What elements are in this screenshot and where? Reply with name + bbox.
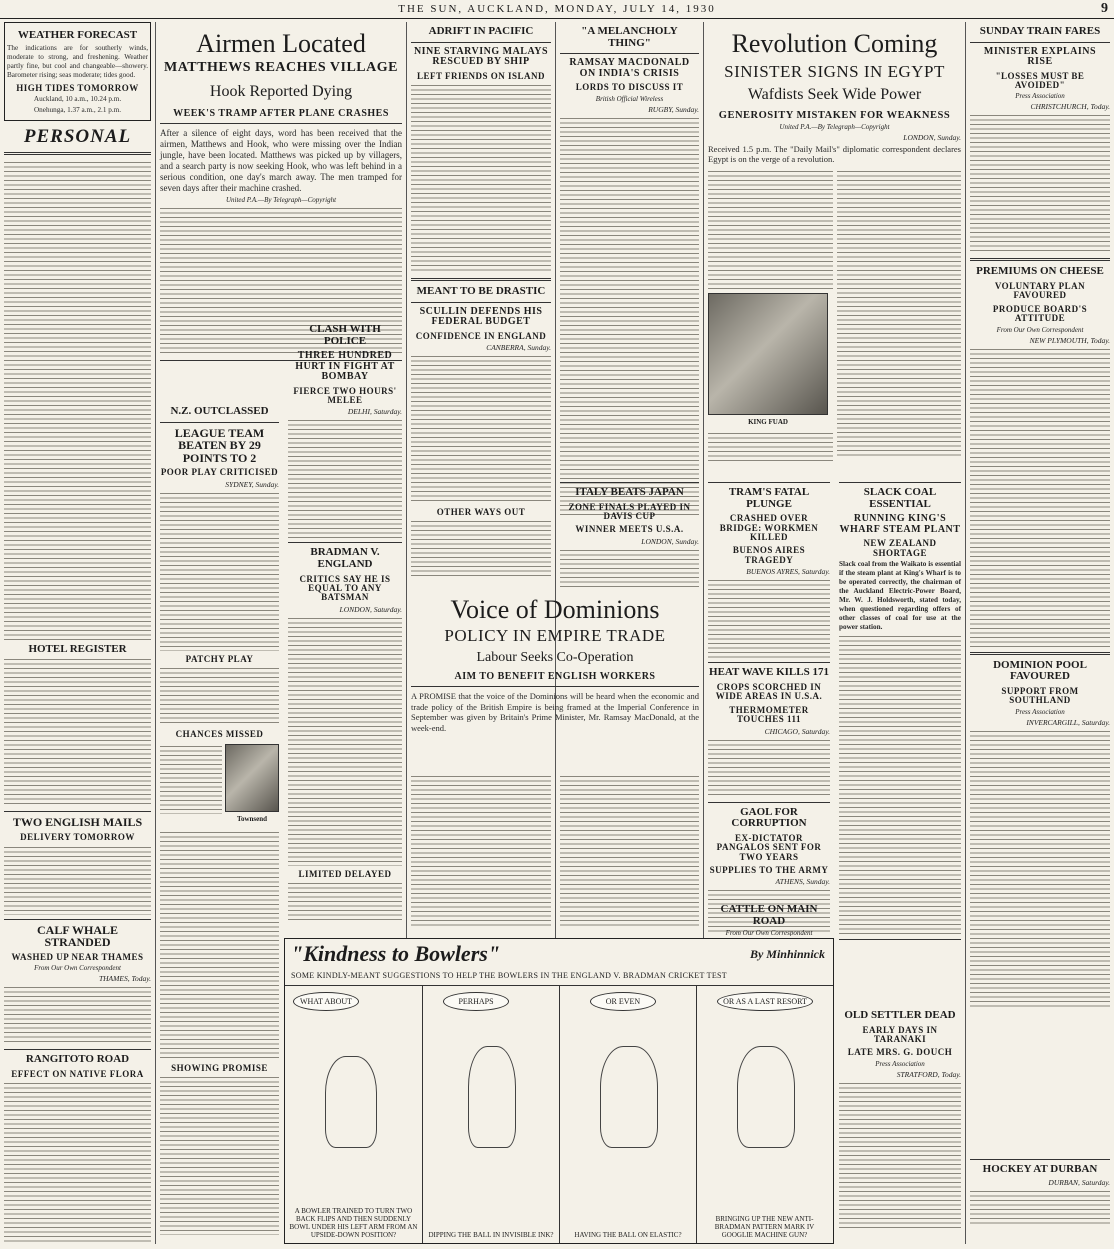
hockey-dateline: DURBAN, Saturday. (1048, 1177, 1110, 1187)
cattle-heading: CATTLE ON MAIN ROAD (720, 903, 818, 927)
train-fares-sub1: MINISTER EXPLAINS RISE (983, 45, 1097, 68)
hotel-body (4, 657, 151, 807)
league-dateline: SYDNEY, Sunday. (225, 479, 279, 489)
melancholy-credit: British Official Wireless (595, 94, 664, 103)
league-body-3 (160, 830, 279, 1060)
hockey-heading: HOCKEY AT DURBAN (982, 1163, 1098, 1175)
personal-heading: PERSONAL (23, 125, 132, 147)
bubble-1: WHAT ABOUT (293, 992, 359, 1011)
mails-sub: DELIVERY TOMORROW (20, 832, 135, 843)
bombay-sub1: THREE HUNDRED HURT IN FIGHT AT BOMBAY (295, 350, 395, 383)
drastic-dateline: CANBERRA, Sunday. (486, 342, 551, 352)
train-fares-heading: SUNDAY TRAIN FARES (979, 25, 1101, 37)
revolution-body (837, 169, 962, 459)
dominions-lead: A PROMISE that the voice of the Dominions will be heard when the economic and trade policy of the British Empire is being framed at the Imperial Conference in September was given by Britain's Prime Minister, Mr. Ramsay MacDonald, at the week-end. (411, 691, 699, 733)
caption-4: BRINGING UP THE NEW ANTI-BRADMAN PATTERN MARK IV GOOGLIE MACHINE GUN? (714, 1215, 815, 1239)
settler-dateline: STRATFORD, Today. (896, 1069, 961, 1079)
revolution-credit: United P.A.—By Telegraph—Copyright (779, 122, 890, 131)
dominions-block (407, 592, 703, 772)
dominions-sub2: Labour Seeks Co-Operation (476, 650, 634, 666)
dominions-body-left (407, 772, 555, 932)
revolution-dateline: LONDON, Sunday. (903, 132, 961, 142)
whale-heading: CALF WHALE STRANDED (36, 922, 118, 950)
cartoon-title: "Kindness to Bowlers" (291, 941, 501, 966)
bradman-body (288, 616, 402, 866)
heatwave-sub2: THERMOMETER TOUCHES 111 (729, 704, 809, 725)
drastic-body-2 (411, 519, 551, 579)
king-fuad-photo (708, 293, 828, 426)
tides-heading: HIGH TIDES TOMORROW (16, 82, 139, 93)
settler-sub2: LATE MRS. G. DOUCH (847, 1047, 953, 1058)
league-mid: PATCHY PLAY (185, 653, 254, 664)
drastic-sub: SCULLIN DEFENDS HIS FEDERAL BUDGET (419, 305, 543, 328)
cartoon-panel-1 (285, 986, 423, 1243)
melancholy-heading: "A MELANCHOLY THING" (581, 25, 678, 49)
pacific-body (411, 83, 551, 273)
coal-body (839, 634, 961, 934)
column-left (0, 22, 155, 1244)
whale-sub: WASHED UP NEAR THAMES (11, 951, 144, 962)
league-sub: POOR PLAY CRITICISED (160, 467, 279, 478)
gaol-dateline: ATHENS, Sunday. (775, 877, 830, 887)
settler-column (835, 935, 965, 1244)
bradman-sub: CRITICS SAY HE IS EQUAL TO ANY BATSMAN (299, 573, 391, 603)
airmen-lead: After a silence of eight days, word has been received that the airmen, Matthews and Hook, who were missing over the Indian jungle, have been located. Matthews was picked up by villagers, and a search party is now seeking Hook, who was left behind in a serious condition, one day's march away. The men tramped for seven days after their machine crashed. (160, 128, 402, 194)
bombay-body (288, 418, 402, 538)
whale-credit: From Our Own Correspondent (34, 964, 121, 973)
bombay-heading: CLASH WITH POLICE (309, 323, 381, 347)
pool-sub: SUPPORT FROM SOUTHLAND (1001, 685, 1079, 706)
caption-3: HAVING THE BALL ON ELASTIC? (574, 1231, 682, 1239)
bombay-dateline: DELHI, Saturday. (347, 407, 402, 417)
league-body (160, 491, 279, 651)
tides-onehunga: Onehunga, 1.37 a.m., 2.1 p.m. (33, 105, 122, 114)
league-mid2: CHANCES MISSED (175, 729, 264, 740)
dominions-sub3: AIM TO BENEFIT ENGLISH WORKERS (454, 670, 656, 682)
league-body-4 (160, 1075, 279, 1235)
cartoon-panel-3 (560, 986, 697, 1243)
cheese-dateline: NEW PLYMOUTH, Today. (1029, 335, 1110, 345)
coal-sub1: RUNNING KING'S WHARF STEAM PLANT (839, 513, 961, 535)
whale-body (4, 985, 151, 1045)
train-fares-sub2: "LOSSES MUST BE AVOIDED" (995, 70, 1085, 90)
caption-2: DIPPING THE BALL IN INVISIBLE INK? (428, 1231, 554, 1239)
gaol-heading: GAOL FOR CORRUPTION (731, 805, 807, 830)
limited-heading: LIMITED DELAYED (298, 868, 392, 879)
league-body-2 (160, 666, 279, 726)
bombay-column (284, 320, 406, 932)
dominions-sub1: POLICY IN EMPIRE TRADE (444, 626, 666, 646)
heatwave-dateline: CHICAGO, Saturday. (764, 726, 830, 736)
revolution-sub3: GENEROSITY MISTAKEN FOR WEAKNESS (718, 109, 951, 121)
italy-dateline: LONDON, Sunday. (641, 536, 699, 546)
italy-sub2: WINNER MEETS U.S.A. (575, 524, 684, 535)
cheese-credit: From Our Own Correspondent (996, 325, 1084, 334)
league-column (156, 402, 283, 1244)
dominions-body-right (556, 772, 703, 932)
limited-body (288, 881, 402, 921)
italy-heading: ITALY BEATS JAPAN (575, 486, 684, 498)
revolution-lead: Received 1.5 p.m. The "Daily Mail's" diplomatic correspondent declares Egypt is on the verge of a revolution. (708, 143, 961, 165)
airmen-sub2: Hook Reported Dying (209, 82, 353, 100)
tram-heading: TRAM'S FATAL PLUNGE (728, 486, 810, 510)
revolution-sub1: SINISTER SIGNS IN EGYPT (724, 62, 945, 82)
league-head1: N.Z. OUTCLASSED (170, 405, 269, 417)
train-fares-credit: Press Association (1015, 92, 1065, 101)
townsend-caption: Townsend (236, 814, 268, 823)
pacific-sub1: NINE STARVING MALAYS RESCUED BY SHIP (413, 45, 549, 68)
cartoon-panels (285, 985, 833, 1243)
melancholy-body (560, 116, 699, 516)
tides-auckland: Auckland, 10 a.m., 10.24 p.m. (33, 94, 122, 103)
king-fuad-caption: KING FUAD (748, 417, 788, 426)
tram-sub1: CRASHED OVER BRIDGE: WORKMEN KILLED (719, 513, 819, 542)
caption-1: A BOWLER TRAINED TO TURN TWO BACK FLIPS AND THEN SUDDENLY BOWL UNDER HIS LEFT ARM FROM AN UPSIDE-DOWN POSITION? (289, 1207, 418, 1239)
coal-sub2: NEW ZEALAND SHORTAGE (863, 538, 937, 558)
cartoon-strap: SOME KINDLY-MEANT SUGGESTIONS TO HELP THE BOWLERS IN THE ENGLAND V. BRADMAN CRICKET TEST (291, 971, 727, 980)
train-fares-dateline: CHRISTCHURCH, Today. (1030, 102, 1110, 112)
settler-credit: Press Association (875, 1059, 925, 1068)
melancholy-sub2: LORDS TO DISCUSS IT (575, 82, 684, 93)
bradman-dateline: LONDON, Saturday. (339, 604, 402, 614)
heatwave-heading: HEAT WAVE KILLS 171 (709, 666, 829, 679)
airmen-sub1: MATTHEWS REACHES VILLAGE (164, 60, 398, 76)
league-showing: SHOWING PROMISE (171, 1062, 268, 1073)
revolution-heading: Revolution Coming (731, 29, 938, 58)
page-number: 9 (1101, 1, 1108, 16)
heatwave-sub1: CROPS SCORCHED IN WIDE AREAS IN U.S.A. (715, 681, 823, 702)
airmen-heading: Airmen Located (196, 29, 366, 58)
other-ways: OTHER WAYS OUT (436, 506, 526, 517)
townsend-photo (225, 744, 279, 823)
cheese-heading: PREMIUMS ON CHEESE (976, 265, 1104, 278)
tram-column (704, 478, 834, 934)
rangitoto-sub: EFFECT ON NATIVE FLORA (11, 1068, 144, 1079)
airmen-sub3: WEEK'S TRAMP AFTER PLANE CRASHES (173, 107, 389, 119)
melancholy-sub1: RAMSAY MACDONALD ON INDIA'S CRISIS (569, 57, 690, 79)
cartoon-panel-2 (423, 986, 560, 1243)
rangitoto-body (4, 1081, 151, 1244)
bombay-sub2: FIERCE TWO HOURS' MELEE (293, 385, 397, 406)
hockey-block (966, 1155, 1114, 1244)
coal-column (835, 478, 965, 934)
rangitoto-heading: RANGITOTO ROAD (25, 1053, 130, 1066)
cartoon-artist: By Minhinnick (749, 947, 825, 961)
bradman-heading: BRADMAN V. ENGLAND (310, 546, 380, 571)
pacific-sub2: LEFT FRIENDS ON ISLAND (416, 70, 546, 81)
weather-text: The indications are for southerly winds, moderate to strong, and freshening. Weather partly fine, but cool and changeable—showery. Barometer rising; seas moderate; tides good. (7, 43, 148, 79)
tram-dateline: BUENOS AYRES, Saturday. (746, 567, 830, 577)
masthead (0, 0, 1114, 19)
cartoon-kindness-to-bowlers (284, 938, 834, 1244)
personal-body (4, 160, 151, 640)
settler-sub1: EARLY DAYS IN TARANAKI (862, 1024, 938, 1044)
gaol-sub1: EX-DICTATOR PANGALOS SENT FOR TWO YEARS (716, 832, 822, 862)
gaol-sub2: SUPPLIES TO THE ARMY (709, 864, 829, 875)
cattle-block (704, 900, 834, 936)
drastic-heading: MEANT TO BE DRASTIC (416, 284, 546, 297)
drastic-body (411, 354, 551, 504)
pool-credit: Press Association (1015, 707, 1065, 716)
italy-block (556, 478, 703, 590)
cheese-sub1: VOLUNTARY PLAN FAVOURED (994, 280, 1086, 301)
bubble-2: PERHAPS (443, 992, 509, 1011)
pool-dateline: INVERCARGILL, Saturday. (1026, 717, 1110, 727)
melancholy-dateline: RUGBY, Sunday. (648, 104, 699, 114)
mails-body (4, 845, 151, 915)
hotel-heading: HOTEL REGISTER (28, 642, 127, 655)
tram-sub2: BUENOS AIRES TRAGEDY (732, 545, 806, 565)
airmen-credit: United P.A.—By Telegraph—Copyright (225, 196, 337, 205)
cartoon-panel-4 (697, 986, 832, 1243)
weather-heading: WEATHER FORECAST (17, 29, 138, 41)
revolution-block (704, 22, 965, 492)
pool-heading: DOMINION POOL FAVOURED (993, 658, 1087, 683)
whale-dateline: THAMES, Today. (98, 974, 151, 984)
bubble-4: OR AS A LAST RESORT (717, 992, 813, 1011)
settler-heading: OLD SETTLER DEAD (844, 1009, 956, 1021)
pacific-heading: ADRIFT IN PACIFIC (428, 25, 534, 37)
cheese-sub2: PRODUCE BOARD'S ATTITUDE (992, 303, 1088, 324)
cattle-credit: From Our Own Correspondent (725, 929, 813, 936)
coal-lead: Slack coal from the Waikato is essential if the steam plant at King's Wharf is to be operated correctly, the chairman of the Auckland Electric-Power Board, Mr. W. J. Holdsworth, stated today, when questioned regarding offers of other classes of coal for use at the power station. (839, 559, 961, 631)
revolution-sub2: Wafdists Seek Wide Power (747, 86, 922, 104)
masthead-title: THE SUN, AUCKLAND, MONDAY, JULY 14, 1930 (398, 3, 716, 15)
drastic-sub2: CONFIDENCE IN ENGLAND (415, 330, 547, 341)
dominions-heading: Voice of Dominions (450, 595, 660, 624)
coal-heading: SLACK COAL ESSENTIAL (863, 486, 937, 510)
league-head2: LEAGUE TEAM BEATEN BY 29 POINTS TO 2 (174, 425, 265, 465)
weather-box (4, 22, 151, 121)
italy-sub1: ZONE FINALS PLAYED IN DAVIS CUP (568, 501, 691, 521)
column-pacific (407, 22, 555, 602)
bubble-3: OR EVEN (590, 992, 656, 1011)
mails-heading: TWO ENGLISH MAILS (12, 815, 143, 830)
